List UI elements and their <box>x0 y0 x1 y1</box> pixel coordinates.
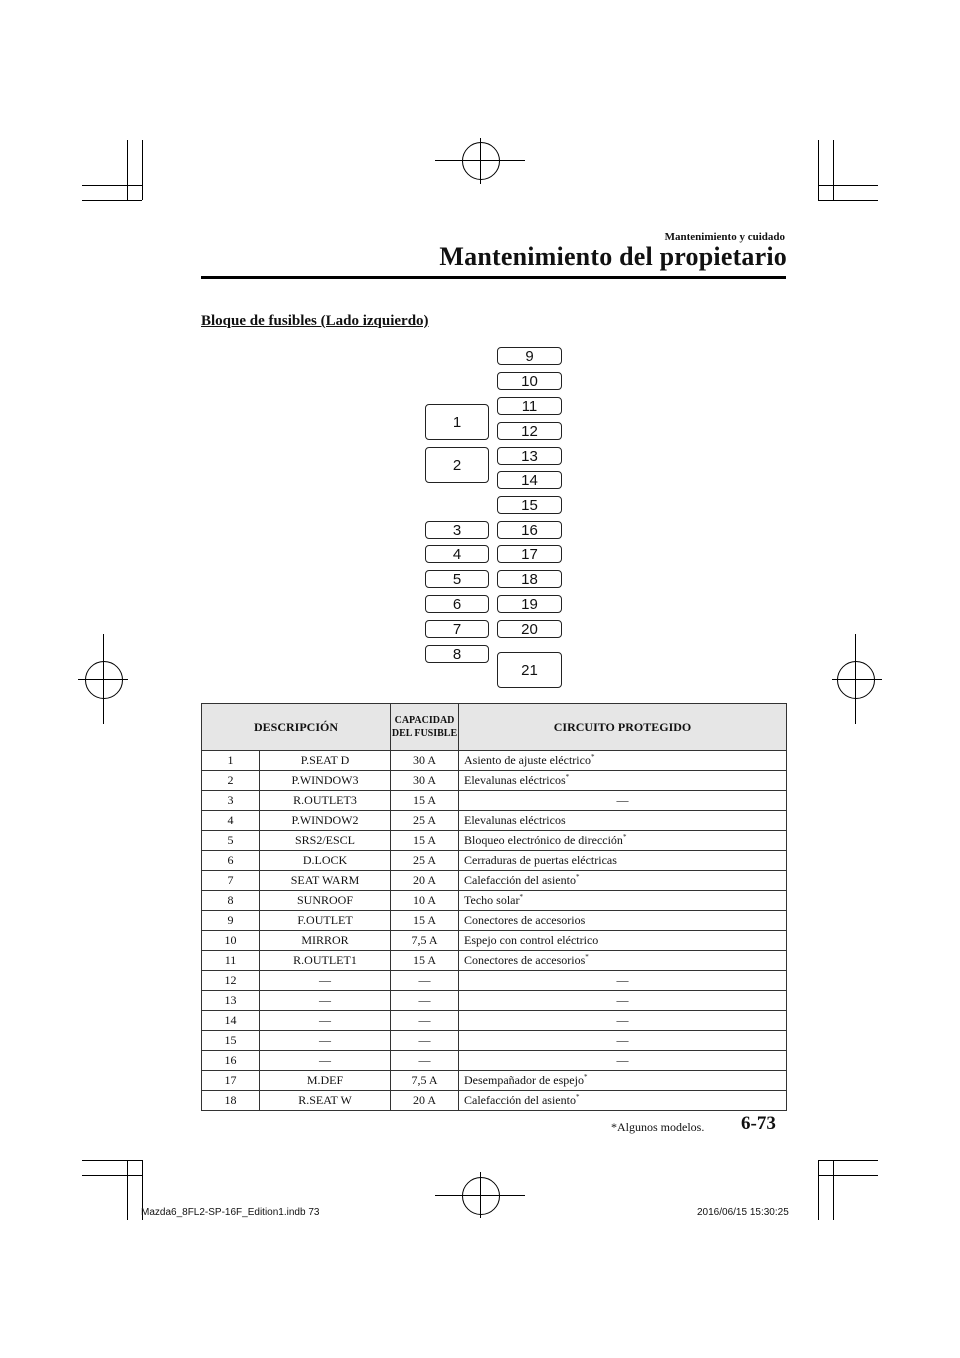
fuse-capacity: 20 A <box>391 871 459 891</box>
table-row <box>202 971 787 991</box>
header-capacity: CAPACIDAD DEL FUSIBLE <box>391 704 459 751</box>
fuse-description: F.OUTLET <box>260 911 391 931</box>
table-row <box>202 891 787 911</box>
fuse-20: 20 <box>497 620 562 638</box>
fuse-capacity: 20 A <box>391 1091 459 1111</box>
fuse-description: SUNROOF <box>260 891 391 911</box>
protected-circuit <box>459 871 787 891</box>
fuse-9: 9 <box>497 347 562 365</box>
page-title: Mantenimiento del propietario <box>439 242 787 271</box>
protected-circuit <box>459 1011 787 1031</box>
fuse-capacity: 25 A <box>391 851 459 871</box>
fuse-number: 5 <box>202 831 260 851</box>
footnote: *Algunos modelos. <box>611 1120 705 1134</box>
header-description: DESCRIPCIÓN <box>202 704 391 751</box>
fuse-11: 11 <box>497 397 562 415</box>
protected-circuit <box>459 751 787 771</box>
fuse-number: 3 <box>202 791 260 811</box>
fuse-number: 16 <box>202 1051 260 1071</box>
header-circuit: CIRCUITO PROTEGIDO <box>459 704 787 751</box>
table-row <box>202 1011 787 1031</box>
table-row <box>202 951 787 971</box>
fuse-21: 21 <box>497 652 562 688</box>
table-row <box>202 851 787 871</box>
fuse-description: SEAT WARM <box>260 871 391 891</box>
fuse-number: 1 <box>202 751 260 771</box>
protected-circuit-text: — <box>616 793 629 807</box>
fuse-number: 8 <box>202 891 260 911</box>
protected-circuit <box>459 851 787 871</box>
protected-circuit <box>459 1071 787 1091</box>
fuse-capacity: 15 A <box>391 951 459 971</box>
protected-circuit-text: Elevalunas eléctricos <box>464 773 566 787</box>
protected-circuit <box>459 791 787 811</box>
fuse-16: 16 <box>497 521 562 539</box>
fuse-number: 13 <box>202 991 260 1011</box>
fuse-description: — <box>260 991 391 1011</box>
some-models-marker: * <box>583 1073 588 1081</box>
fuse-capacity: — <box>391 971 459 991</box>
fuse-description: D.LOCK <box>260 851 391 871</box>
protected-circuit-text: — <box>616 973 629 987</box>
fuse-description: R.OUTLET3 <box>260 791 391 811</box>
table-row <box>202 911 787 931</box>
fuse-description: R.SEAT W <box>260 1091 391 1111</box>
protected-circuit-text: — <box>616 1053 629 1067</box>
fuse-capacity: 7,5 A <box>391 931 459 951</box>
fuse-4: 4 <box>425 545 489 563</box>
fuse-capacity: 30 A <box>391 751 459 771</box>
fuse-capacity: 7,5 A <box>391 1071 459 1091</box>
some-models-marker: * <box>585 953 589 961</box>
protected-circuit-text: Calefacción del asiento <box>464 873 576 887</box>
protected-circuit-text: — <box>616 1013 629 1027</box>
protected-circuit <box>459 831 787 851</box>
fuse-number: 10 <box>202 931 260 951</box>
fuse-description: M.DEF <box>260 1071 391 1091</box>
fuse-table <box>201 703 787 1111</box>
table-row <box>202 811 787 831</box>
some-models-marker: * <box>575 1093 580 1101</box>
fuse-capacity: 15 A <box>391 791 459 811</box>
fuse-number: 18 <box>202 1091 260 1111</box>
header-section: Mantenimiento y cuidado <box>664 231 785 243</box>
protected-circuit-text: Elevalunas eléctricos <box>464 813 566 827</box>
fuse-capacity: — <box>391 1031 459 1051</box>
some-models-marker: * <box>565 773 570 781</box>
table-row <box>202 831 787 851</box>
fuse-number: 7 <box>202 871 260 891</box>
fuse-description: P.WINDOW2 <box>260 811 391 831</box>
protected-circuit-text: Calefacción del asiento <box>464 1093 576 1107</box>
fuse-capacity: — <box>391 1051 459 1071</box>
fuse-13: 13 <box>497 447 562 465</box>
fuse-6: 6 <box>425 595 489 613</box>
table-row <box>202 991 787 1011</box>
fuse-capacity: 25 A <box>391 811 459 831</box>
fuse-number: 14 <box>202 1011 260 1031</box>
fuse-description: — <box>260 1051 391 1071</box>
table-header-row <box>202 704 787 751</box>
some-models-marker: * <box>575 873 580 881</box>
fuse-number: 12 <box>202 971 260 991</box>
protected-circuit <box>459 891 787 911</box>
fuse-description: P.WINDOW3 <box>260 771 391 791</box>
fuse-number: 9 <box>202 911 260 931</box>
protected-circuit-text: Conectores de accesorios <box>464 913 586 927</box>
table-row <box>202 1051 787 1071</box>
fuse-10: 10 <box>497 372 562 390</box>
fuse-number: 4 <box>202 811 260 831</box>
table-row <box>202 931 787 951</box>
protected-circuit-text: Desempañador de espejo <box>464 1073 584 1087</box>
page-number: 6-73 <box>741 1113 776 1134</box>
fuse-7: 7 <box>425 620 489 638</box>
fuse-description: R.OUTLET1 <box>260 951 391 971</box>
table-row <box>202 1071 787 1091</box>
protected-circuit-text: Techo solar <box>464 893 520 907</box>
footer-file: Mazda6_8FL2-SP-16F_Edition1.indb 73 <box>141 1207 320 1218</box>
protected-circuit-text: Conectores de accesorios <box>464 953 586 967</box>
table-row <box>202 791 787 811</box>
fuse-3: 3 <box>425 521 489 539</box>
some-models-marker: * <box>590 753 595 761</box>
fuse-19: 19 <box>497 595 562 613</box>
fuse-description: — <box>260 1031 391 1051</box>
protected-circuit <box>459 951 787 971</box>
protected-circuit-text: Espejo con control eléctrico <box>464 933 599 947</box>
fuse-block-title: Bloque de fusibles (Lado izquierdo) <box>201 313 429 329</box>
fuse-2: 2 <box>425 447 489 483</box>
some-models-marker: * <box>622 833 627 841</box>
footer-timestamp: 2016/06/15 15:30:25 <box>697 1207 789 1218</box>
fuse-capacity: 15 A <box>391 911 459 931</box>
fuse-number: 17 <box>202 1071 260 1091</box>
protected-circuit <box>459 771 787 791</box>
fuse-capacity: 30 A <box>391 771 459 791</box>
fuse-description: SRS2/ESCL <box>260 831 391 851</box>
fuse-8: 8 <box>425 645 489 663</box>
table-row <box>202 871 787 891</box>
protected-circuit-text: Cerraduras de puertas eléctricas <box>464 853 617 867</box>
table-row <box>202 1091 787 1111</box>
fuse-number: 11 <box>202 951 260 971</box>
protected-circuit-text: Asiento de ajuste eléctrico <box>464 753 591 767</box>
protected-circuit <box>459 931 787 951</box>
protected-circuit-text: Bloqueo electrónico de dirección <box>464 833 623 847</box>
fuse-description: — <box>260 1011 391 1031</box>
fuse-18: 18 <box>497 570 562 588</box>
protected-circuit <box>459 1051 787 1071</box>
protected-circuit-text: — <box>616 1033 629 1047</box>
protected-circuit <box>459 811 787 831</box>
fuse-description: P.SEAT D <box>260 751 391 771</box>
fuse-description: MIRROR <box>260 931 391 951</box>
fuse-table-body <box>202 751 787 1111</box>
some-models-marker: * <box>519 893 523 901</box>
fuse-14: 14 <box>497 471 562 489</box>
protected-circuit <box>459 991 787 1011</box>
fuse-1: 1 <box>425 404 489 440</box>
fuse-17: 17 <box>497 545 562 563</box>
fuse-5: 5 <box>425 570 489 588</box>
protected-circuit <box>459 1091 787 1111</box>
fuse-15: 15 <box>497 496 562 514</box>
fuse-number: 6 <box>202 851 260 871</box>
protected-circuit <box>459 1031 787 1051</box>
table-row <box>202 751 787 771</box>
fuse-capacity: 10 A <box>391 891 459 911</box>
fuse-capacity: 15 A <box>391 831 459 851</box>
fuse-number: 2 <box>202 771 260 791</box>
fuse-description: — <box>260 971 391 991</box>
protected-circuit-text: — <box>616 993 629 1007</box>
fuse-capacity: — <box>391 1011 459 1031</box>
protected-circuit <box>459 971 787 991</box>
protected-circuit <box>459 911 787 931</box>
fuse-12: 12 <box>497 422 562 440</box>
header-rule <box>201 276 786 279</box>
table-row <box>202 771 787 791</box>
fuse-number: 15 <box>202 1031 260 1051</box>
table-row <box>202 1031 787 1051</box>
fuse-capacity: — <box>391 991 459 1011</box>
